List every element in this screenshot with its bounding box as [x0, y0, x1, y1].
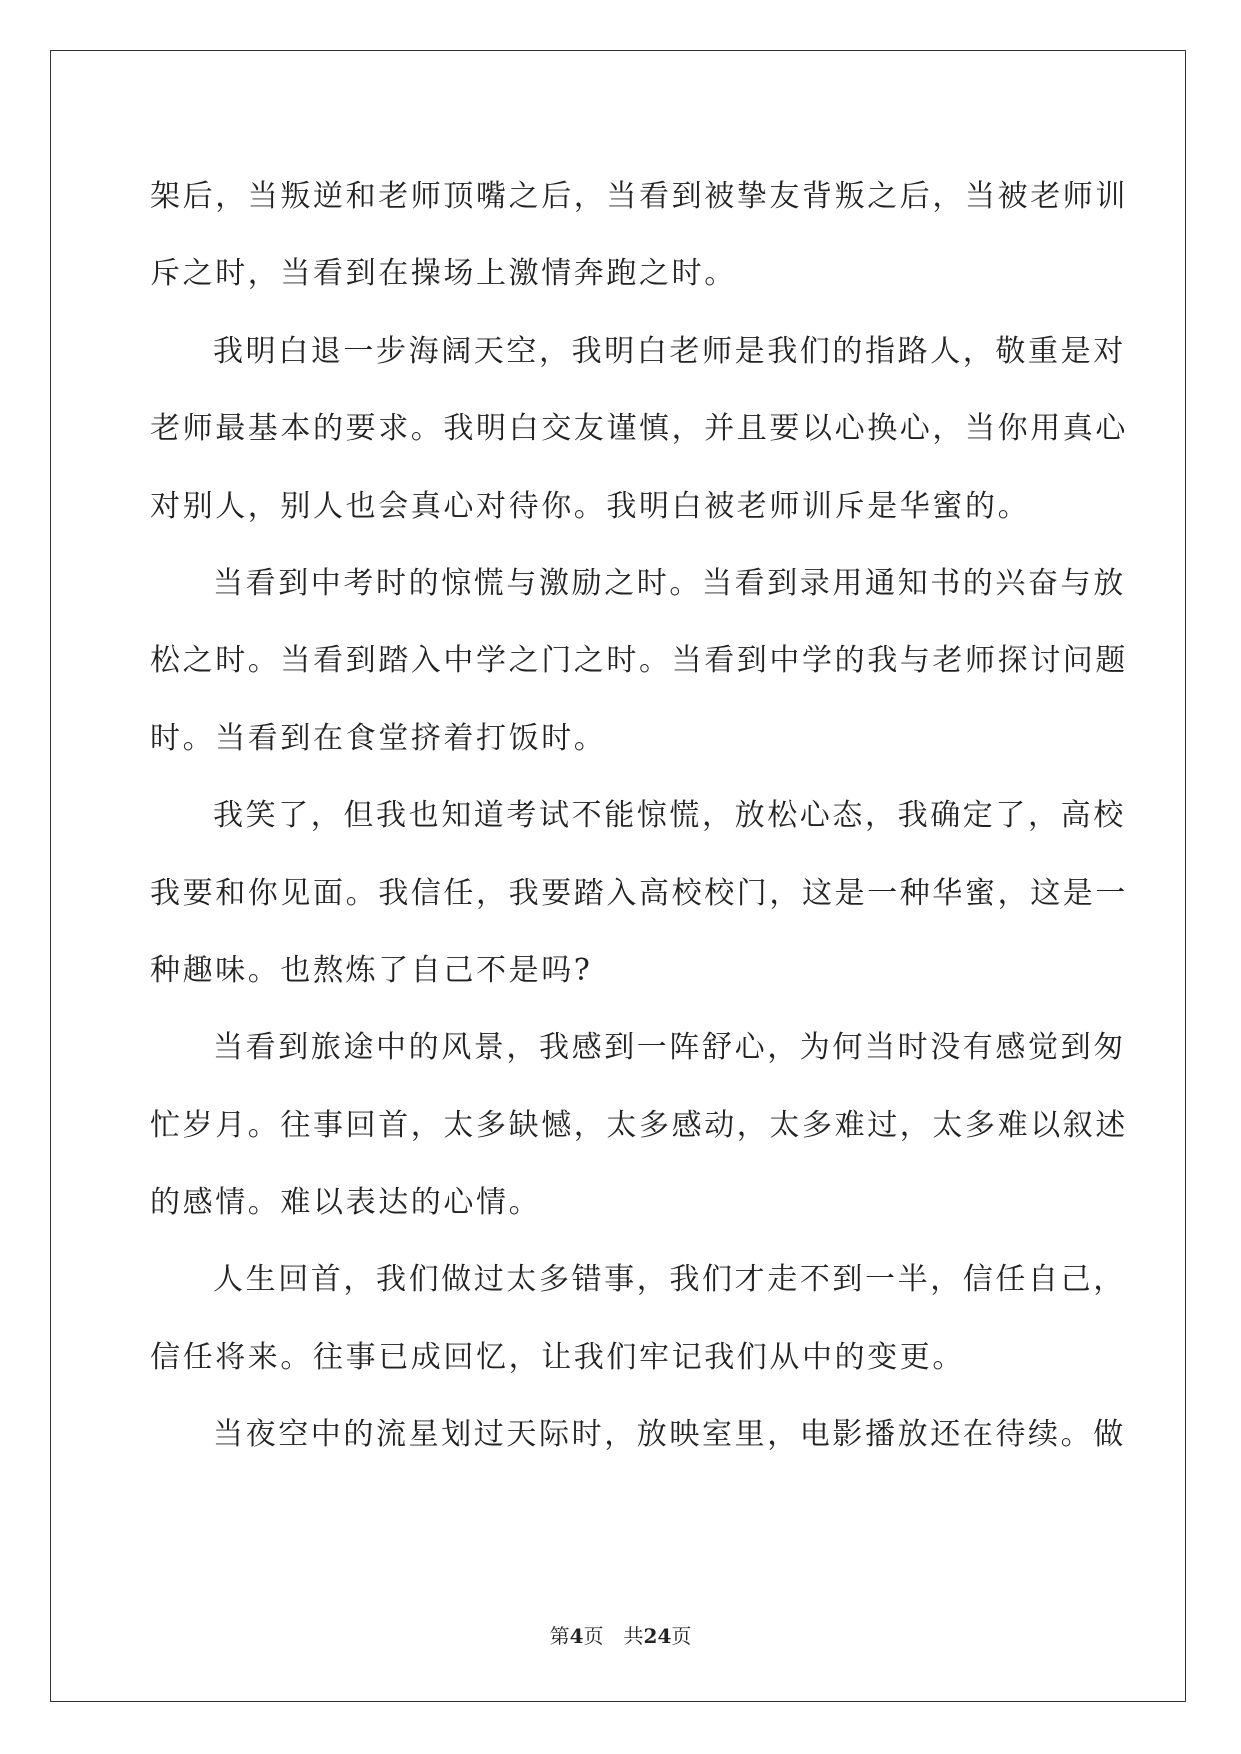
footer-suffix: 页 — [671, 1624, 692, 1648]
text-line: 当看到旅途中的风景，我感到一阵舒心，为何当时没有感觉到匆 — [213, 1030, 1126, 1066]
text-line: 我明白退一步海阔天空，我明白老师是我们的指路人，敬重是对 — [213, 333, 1126, 369]
footer-prefix: 第 — [549, 1624, 570, 1648]
footer-middle: 页 共 — [583, 1624, 644, 1648]
paragraph — [150, 313, 1128, 545]
text-line: 对别人，别人也会真心对待你。我明白被老师训斥是华蜜的。 — [150, 488, 1031, 524]
paragraph — [150, 1396, 1126, 1473]
text-line: 时。当看到在食堂挤着打饭时。 — [150, 720, 607, 756]
document-body — [150, 158, 1128, 1474]
paragraph — [150, 545, 1128, 777]
text-line: 种趣味。也熬炼了自己不是吗? — [150, 952, 593, 988]
text-line: 我要和你见面。我信任，我要踏入高校校门，这是一种华蜜，这是一 — [150, 875, 1128, 911]
text-line: 老师最基本的要求。我明白交友谨慎，并且要以心换心，当你用真心 — [150, 411, 1128, 447]
text-line: 忙岁月。往事回首，太多缺憾，太多感动，太多难过，太多难以叙述 — [150, 1107, 1128, 1143]
paragraph — [150, 158, 1128, 313]
page-footer — [0, 1620, 1241, 1649]
text-line: 当看到中考时的惊慌与激励之时。当看到录用通知书的兴奋与放 — [213, 565, 1126, 601]
text-line: 松之时。当看到踏入中学之门之时。当看到中学的我与老师探讨问题 — [150, 643, 1128, 679]
text-line: 斥之时，当看到在操场上激情奔跑之时。 — [150, 256, 737, 292]
text-line: 我笑了，但我也知道考试不能惊慌，放松心态，我确定了，高校 — [213, 798, 1126, 834]
paragraph — [150, 1009, 1128, 1241]
paragraph — [150, 1241, 1126, 1396]
text-line: 架后，当叛逆和老师顶嘴之后，当看到被挚友背叛之后，当被老师训 — [150, 179, 1128, 214]
footer-current-page: 4 — [569, 1624, 584, 1648]
paragraph — [150, 777, 1128, 1009]
footer-total-pages: 24 — [643, 1624, 672, 1648]
text-line: 信任将来。往事已成回忆，让我们牢记我们从中的变更。 — [150, 1339, 965, 1375]
text-line: 人生回首，我们做过太多错事，我们才走不到一半，信任自己， — [213, 1262, 1126, 1298]
text-line: 当夜空中的流星划过天际时，放映室里，电影播放还在待续。做 — [213, 1417, 1126, 1453]
text-line: 的感情。难以表达的心情。 — [150, 1185, 542, 1221]
